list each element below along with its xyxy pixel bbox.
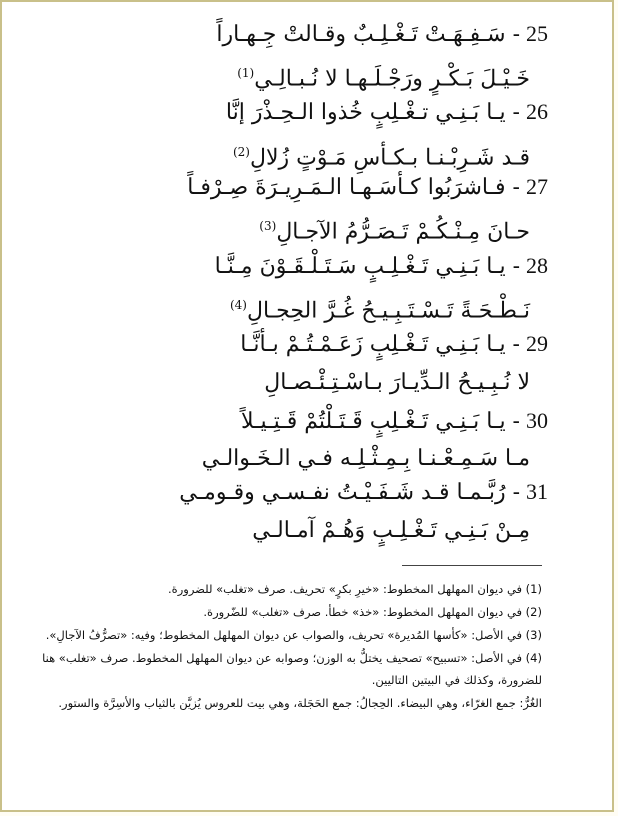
verse-30-first-hemistich <box>241 405 548 438</box>
verse-number: 29 <box>526 331 548 356</box>
verse-number: 31 <box>526 479 548 504</box>
footnote-ref[interactable]: (4) <box>229 298 247 312</box>
verse-text: نَـطْـحَـةً تَـسْـتَـبِـيـحُ غُـرَّ الحِجـالِ <box>246 298 530 324</box>
footnote-divider <box>402 565 542 566</box>
footnote-4: (4) في الأصل: «تسبيح» تصحيف يختلُّ به الوزن؛ وصوابه عن ديوان المهلهل المخطوط. صرف «تغلب» هنا للضرورة، وكذلك في البيتين التاليين. <box>42 651 542 687</box>
footnote-ref[interactable]: (3) <box>259 219 277 233</box>
verse-25-second-hemistich <box>235 57 530 95</box>
verse-text: حـانَ مِـنْـكُـمْ تَـصَـرُّمُ الآجـالِ <box>276 219 530 245</box>
verse-31-second-hemistich <box>252 515 530 547</box>
verse-text: - فـاشرَبُوا كـأسَـهـا الـمَـرِيـرَةَ صِـرْفـاً <box>187 175 520 200</box>
verse-number: 27 <box>526 174 548 199</box>
verse-number: 26 <box>526 99 548 124</box>
verse-27-first-hemistich <box>187 171 548 204</box>
verse-26-second-hemistich <box>231 136 530 174</box>
verse-27-second-hemistich <box>257 210 530 248</box>
verse-text: - رُبَّـمـا قـد شَـفَـيْـتُ نفـسـي وقـومـي <box>179 480 520 505</box>
verse-text: - يـا بَـنِـي تَـغْـلِبٍ قَـتَـلْتُمْ قَـتِـيـلاً <box>240 409 520 434</box>
footnote-1: (1) في ديوان المهلهل المخطوط: «خيرِ بكرٍ» تحريف. صرف «تغلب» للضرورة. <box>168 582 542 596</box>
verse-text: - يـا بَـنِـي تـغْـلِبٍ خُذوا الـحِـذْرَ إنَّا <box>225 100 520 125</box>
verse-28-second-hemistich <box>228 289 530 327</box>
verse-28-first-hemistich <box>215 250 548 283</box>
footnote-ref[interactable]: (1) <box>237 66 255 80</box>
verse-text: مـا سَـمِـعْـنـا بِـمِـثْـلِـه فـي الـخَـوالـي <box>201 446 530 471</box>
verse-text: - سَـفِـهَـتْ تَـغْـلِـبٌ وقـالتْ جِـهـاراً <box>216 22 520 47</box>
footnotes <box>42 578 542 714</box>
verse-text: - يـا بَـنِـي تَـغْـلِـبٍ سَـتَـلْـقَـوْنَ مِـنَّـا <box>214 254 520 279</box>
verse-number: 25 <box>526 21 548 46</box>
verse-31-first-hemistich <box>179 476 548 509</box>
verse-29-second-hemistich <box>264 367 530 399</box>
verse-number: 28 <box>526 253 548 278</box>
verse-29-first-hemistich <box>240 328 548 361</box>
verse-30-second-hemistich <box>202 443 530 475</box>
verse-text: خَـيْـلَ بَـكْـرٍ ورَجْـلَـهـا لا نُـبـالِـي <box>254 66 530 92</box>
verse-text: - يـا بَـنِـي تَـغْـلِبٍ زَعَـمْـتُـمْ بـأنَّـا <box>240 332 520 357</box>
verse-number: 30 <box>526 408 548 433</box>
verse-25-first-hemistich <box>216 18 548 51</box>
footnote-ref[interactable]: (2) <box>232 145 250 159</box>
verse-text: لا نُـبِـيـحُ الـدِّيـارَ بـاسْـتِـئْـصـالِ <box>264 370 530 395</box>
footnote-3: (3) في الأصل: «كأسها المُديرة» تحريف، والصواب عن ديوان المهلهل المخطوط؛ وفيه: «تصرُّفُ الآجالِ». <box>45 628 542 642</box>
verse-text: قـد شَـرِبْـنـا بـكـأسِ مَـوْتٍ زُلالِ <box>249 145 530 171</box>
footnote-gloss: الغُرُّ: جمع الغرّاء، وهي البيضاء. الحِجالُ: جمع الحَجَلة، وهي بيت للعروس يُزيَّن بالثياب والأسِرَّة والستور. <box>58 696 542 710</box>
verse-text: مِـنْ بَـنِـي تَـغْـلِـبٍ وَهُـمْ آمـالـي <box>252 518 530 543</box>
footnote-2: (2) في ديوان المهلهل المخطوط: «خذ» خطأ. صرف «تغلب» للضّرورة. <box>203 605 542 619</box>
verse-26-first-hemistich <box>226 96 548 129</box>
